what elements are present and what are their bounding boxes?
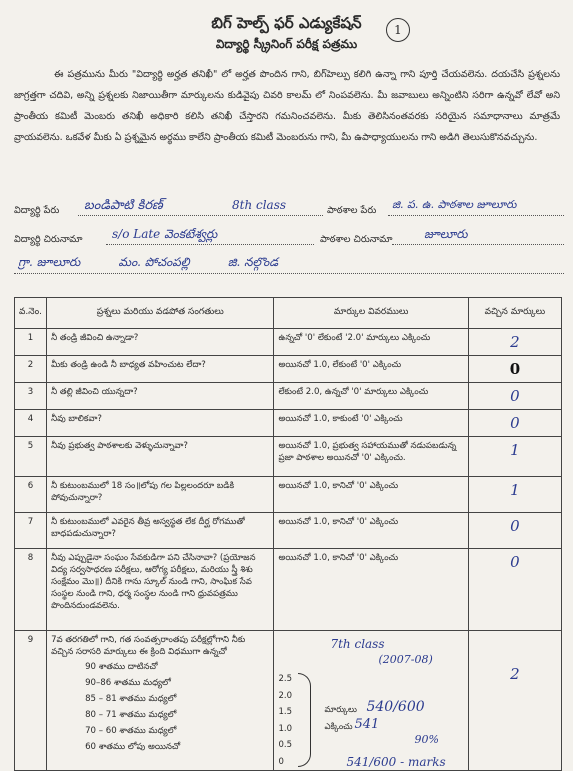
- q9-year-note: (2007-08): [378, 653, 433, 666]
- q9-brace: [298, 673, 311, 767]
- student-name-label: విద్యార్థి పేరు: [14, 205, 60, 216]
- address-line-2-value[interactable]: గ్రా. జూలూరు మం. పోచంపల్లి జి. నల్గొండ: [18, 255, 279, 269]
- q9-mark: 1.0: [278, 723, 292, 734]
- form-title: బిగ్ హెల్ప్ ఫర్ ఎడ్యుకేషన్: [211, 14, 362, 32]
- row-score[interactable]: 1: [510, 441, 520, 459]
- row-marks-detail: [274, 631, 468, 771]
- q9-range: 60 శాతము లోపు అయినచో: [85, 742, 181, 752]
- q9-mark: 2.0: [278, 690, 292, 701]
- table-header-row: [15, 298, 562, 329]
- q9-range-list: [51, 659, 269, 755]
- row-marks-detail: అయినచో 1.0, ప్రభుత్వ సహాయముతో నడుపబడున్న ప్రజా పాఠశాల అయినచో '0' ఎక్కించు.: [274, 437, 468, 477]
- form-subtitle: విద్యార్థి స్క్రీనింగ్ పరీక్ష పత్రము: [215, 37, 358, 51]
- row-number: 8: [15, 549, 47, 631]
- table-row: [15, 631, 562, 771]
- q9-range: 90–86 శాతము మధ్యలో: [85, 678, 171, 688]
- row-number: 7: [15, 513, 47, 549]
- row-question: నీ తల్లి జీవించి యున్నదా?: [47, 383, 274, 410]
- row-number: 5: [15, 437, 47, 477]
- q9-text: 7వ తరగతిలో గాని, గత సంవత్సరాంతపు పరీక్షల్లోగాని నీకు వచ్చిన సరాసరి మార్కులు ఈ క్రింది విధముగా ఉన్నచో: [51, 635, 246, 657]
- table-row: [15, 477, 562, 513]
- table-row: [15, 356, 562, 383]
- school-address-value[interactable]: జూలూరు: [424, 227, 468, 241]
- table-row: [15, 383, 562, 410]
- school-address-line: [392, 243, 564, 245]
- col-header-marks-detail: మార్కుల వివరములు: [274, 298, 468, 329]
- row-question: నీవు ఎప్పుడైనా సంఘం సేవకుడిగా పని చేసినావా? (ప్రయోజన విద్య సర్వసాధరణ పరీక్షలు, ఆరోగ్య పరీక్షలు, మరియు స్త్రీ శిశు సంక్షేమం మొ॥) దీనికి గాను స్కూల్ నుండి గాని, సాంఘిక సేవ సంస్థల నుండి గాని, ధర్మ సంస్థల నుండి గాని ధ్రువపత్రము పొందినదుండవలెను.: [47, 549, 274, 631]
- school-address-label: పాఠశాల చిరునామా: [320, 234, 393, 245]
- table-row: [15, 410, 562, 437]
- col-header-marks-obtained: వచ్చిన మార్కులు: [468, 298, 561, 329]
- row-question: నీవు ప్రభుత్వ పాఠశాలకు వెళ్ళుచున్నావా?: [47, 437, 274, 477]
- q9-range: 90 శాతము దాటినచో: [85, 662, 158, 672]
- q9-marks-value: 540/600: [366, 699, 425, 715]
- row-number: 6: [15, 477, 47, 513]
- q9-entered-value: 541: [354, 717, 380, 732]
- student-name-value[interactable]: బండిపాటి కిరణ్: [84, 198, 163, 213]
- screening-table: [14, 297, 562, 771]
- row-question: నీ తండ్రి జీవించి ఉన్నాడా?: [47, 329, 274, 356]
- row-number: 2: [15, 356, 47, 383]
- row-score[interactable]: 0: [510, 414, 520, 432]
- row-marks-detail: లేకుంటే 2.0, ఉన్నచో '0' మార్కులు ఎక్కించు: [274, 383, 468, 410]
- q9-range: 70 – 60 శాతము మధ్యలో: [85, 726, 177, 736]
- address-line-2: [14, 272, 564, 274]
- row-number: 4: [15, 410, 47, 437]
- row-question: మీకు తండ్రి ఉండి నీ బాధ్యత వహించుట లేదా?: [47, 356, 274, 383]
- q9-marks-label: మార్కులు: [324, 705, 357, 715]
- school-name-label: పాఠశాల పేరు: [327, 205, 377, 216]
- col-header-number: వ.నెం.: [15, 298, 47, 329]
- student-address-value[interactable]: s/o Late వెంకటేశ్వర్లు: [112, 227, 218, 241]
- q9-percent: 90%: [414, 733, 439, 746]
- q9-entered-label: ఎక్కించు: [324, 722, 353, 732]
- q9-mark: 0.5: [278, 740, 292, 750]
- instructions-paragraph: ఈ పత్రమును మీరు "విద్యార్థి అర్హత తనిఖీ" లో అర్హత పొందిన గాని, బిగ్‌హెల్పు కలిగి ఉన్నా గాని పూర్తి చేయవలెను. దయచేసి ప్రశ్నలను జాగ్రత్తగా చదివి, అన్ని ప్రశ్నలకు నిజాయితీగా మార్కులను కుడివైపు చివరి కాలమ్ లో నింపవలెను. మీ జవాబులు అన్నింటిని సరిగా ఉన్నవో లేవో అని ప్రాంతీయ కమిటీ మెంబరు తనిఖీ అధికారి కలిసి తనిఖీ చేస్తారని గమనించవలెను. మీకు తెలిసినంతవరకు సరియైన సమాధానాలు మాత్రమే వ్రాయవలెను. ఒకవేళ మీకు ఏ ప్రశ్నమైన అర్థము కాలేని ప్రాంతీయ కమిటీ మెంబరును గాని, మీ ఉపాధ్యాయులను గాని అడిగి తెలుసుకొనవచ్చును.: [14, 69, 560, 143]
- q9-marks-list: [278, 671, 292, 770]
- row-question: నీవు బాలికవా?: [47, 410, 274, 437]
- q9-range: 85 – 81 శాతము మధ్యలో: [85, 694, 177, 704]
- row-score[interactable]: 0: [510, 517, 520, 535]
- row-marks-detail: ఉన్నచో '0' లేకుంటే '2.0' మార్కులు ఎక్కించు: [274, 329, 468, 356]
- table-row: [15, 549, 562, 631]
- q9-mark: 1.5: [278, 707, 292, 717]
- table-row: [15, 329, 562, 356]
- table-row: [15, 513, 562, 549]
- q9-range: 80 – 71 శాతము మధ్యలో: [85, 710, 177, 720]
- row-score[interactable]: 1: [510, 481, 520, 499]
- school-name-line: [388, 214, 564, 216]
- school-name-value[interactable]: జి. ప. ఉ. పాఠశాల జూలూరు: [392, 198, 517, 211]
- row-marks-detail: అయినచో 1.0, లేకుంటే '0' ఎక్కించు: [274, 356, 468, 383]
- class-value[interactable]: 8th class: [232, 198, 287, 212]
- row-question: [47, 631, 274, 771]
- row-marks-detail: అయినచో 1.0, కానిచో '0' ఎక్కించు: [274, 549, 468, 631]
- q9-class-note: 7th class: [330, 637, 385, 651]
- row-question: నీ కుటుంబములో ఎవరైన తీవ్ర అస్వస్థత లేక దీర్ఘ రోగముతో బాధపడుచున్నారా?: [47, 513, 274, 549]
- row-marks-detail: అయినచో 1.0, కానిచో '0' ఎక్కించు: [274, 477, 468, 513]
- q9-mark: 0: [278, 756, 284, 767]
- row-score[interactable]: 0: [509, 360, 521, 378]
- row-score[interactable]: 0: [510, 387, 520, 405]
- page-number-circle: 1: [386, 18, 410, 42]
- row-score[interactable]: 0: [510, 553, 520, 571]
- col-header-question: ప్రశ్నలు మరియు వడపోత సంగతులు: [47, 298, 274, 329]
- row-question: నీ కుటుంబములో 18 సం॥లోపు గల పిల్లలందరూ బడికి పోవుచున్నారా?: [47, 477, 274, 513]
- table-row: [15, 437, 562, 477]
- row-marks-detail: అయినచో 1.0, కాకుంటే '0' ఎక్కించు: [274, 410, 468, 437]
- q9-mark: 2.5: [278, 674, 292, 684]
- row-score[interactable]: 2: [510, 333, 520, 351]
- row-number: 3: [15, 383, 47, 410]
- row-marks-detail: అయినచో 1.0, కానిచో '0' ఎక్కించు: [274, 513, 468, 549]
- row-number: 1: [15, 329, 47, 356]
- student-address-label: విద్యార్థి చిరునామా: [14, 234, 83, 245]
- row-number: 9: [15, 631, 47, 771]
- q9-bottom-note: 541/600 - marks: [346, 755, 446, 769]
- row-score[interactable]: 2: [510, 665, 520, 683]
